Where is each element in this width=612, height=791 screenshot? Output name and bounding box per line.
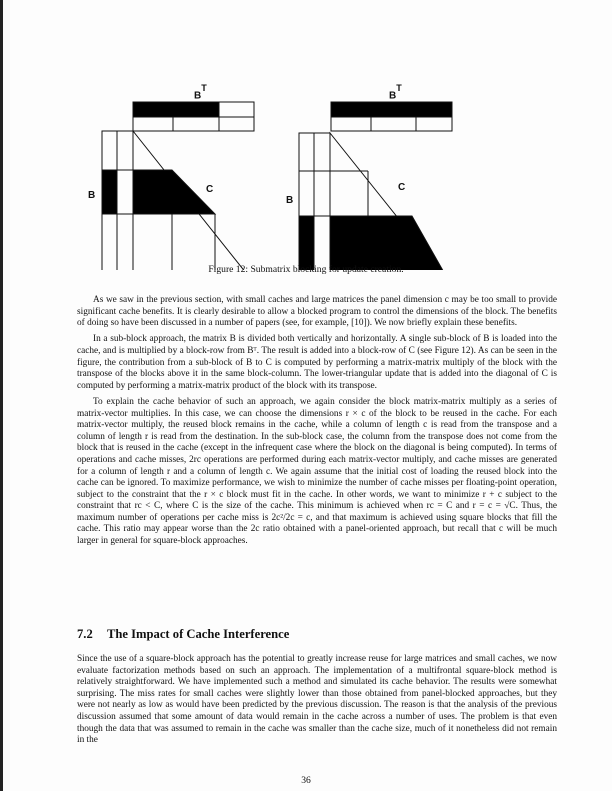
figure-12 — [0, 0, 612, 270]
label-text: B — [389, 90, 397, 102]
section-body — [77, 654, 557, 751]
label-c-right: C — [398, 182, 406, 193]
paragraph: To explain the cache behavior of such an approach, we again consider the block matrix-matrix multiply as a series of matrix-vector multiplies. In this case, we can choose the dimensions r × c of the block to be reused in the cache. For each matrix-vector multiply, the reused block remains in the cache, while a column of length c is read from the transpose and a column of length r is read from the destination. In the sub-block case, the column from the transpose does not come from the block that is reused in the cache (except in the infrequent case where the block on the diagonal is being computed). In terms of operations and cache misses, 2rc operations are performed during each matrix-vector multiply, and cache misses are generated for a column of length r and a column of length c. We again assume that the initial cost of loading the reused block into the cache can be ignored. To maximize performance, we wish to minimize the number of cache misses per floating-point operation, subject to the constraint that the r × c block must fit in the cache. In other words, we want to minimize r + c subject to the constraint that rc < C, where C is the size of the cache. This minimum is achieved when rc = C and r = c = √C. Thus, the maximum number of operations per cache miss is 2c²/2c = c, and that maximum is achieved using square blocks that fill the cache. This ratio may appear worse than the 2c ratio obtained with a panel-oriented approach, but recall that c will be much larger in general for square-block approaches. — [77, 396, 557, 547]
label-b-right: B — [286, 195, 294, 206]
section-title: The Impact of Cache Interference — [107, 627, 290, 641]
label-sup: T — [396, 83, 402, 93]
label-text: B — [194, 90, 202, 102]
label-c-left: C — [206, 184, 214, 195]
figure-caption: Figure 12: Submatrix blocking for update creation. — [208, 264, 404, 275]
label-bt-right — [389, 83, 402, 102]
submatrix-blocking-diagram — [0, 0, 612, 270]
section-heading — [77, 627, 289, 642]
section-number: 7.2 — [77, 627, 93, 641]
label-b-left: B — [88, 190, 96, 201]
paragraph: In a sub-block approach, the matrix B is divided both vertically and horizontally. A single sub-block of B is loaded into the cache, and is multiplied by a block-row from Bᵀ. The result is added into a block-row of C (see Figure 12). As can be seen in the figure, the contribution from a sub-block of B to C is computed by performing a matrix-matrix multiply of the block with the transpose of the blocks above it in the same block-column. The lower-triangular update that is added into the diagonal of C is computed by performing a matrix-matrix product of the block with its transpose. — [77, 334, 557, 391]
paragraph: Since the use of a square-block approach has the potential to greatly increase reuse for large matrices and small caches, we now evaluate factorization methods based on such an approach. The implementation of a multifrontal square-block method is relatively straightforward. We have implemented such a method and simulated its cache behavior. The results were somewhat surprising. The miss rates for small caches were slightly lower than those obtained from panel-blocked approaches, but they were not nearly as low as would have been predicted by the previous discussion. The reason is that the analysis of the previous discussion assumed that some amount of data would remain in the cache across a number of uses. The problem is that even though the data that was assumed to remain in the cache was smaller than the cache size, much of it nonetheless did not remain in the — [77, 654, 557, 746]
label-sup: T — [201, 83, 207, 93]
body-text — [77, 295, 557, 552]
paragraph: As we saw in the previous section, with small caches and large matrices the panel dimension c may be too small to provide significant cache benefits. It is clearly desirable to allow a blocked program to control the dimensions of the block. The benefits of doing so have been discussed in a number of papers (see, for example, [10]). We now briefly explain these benefits. — [77, 295, 557, 329]
page-number: 36 — [301, 775, 311, 786]
label-bt-left — [194, 83, 207, 102]
